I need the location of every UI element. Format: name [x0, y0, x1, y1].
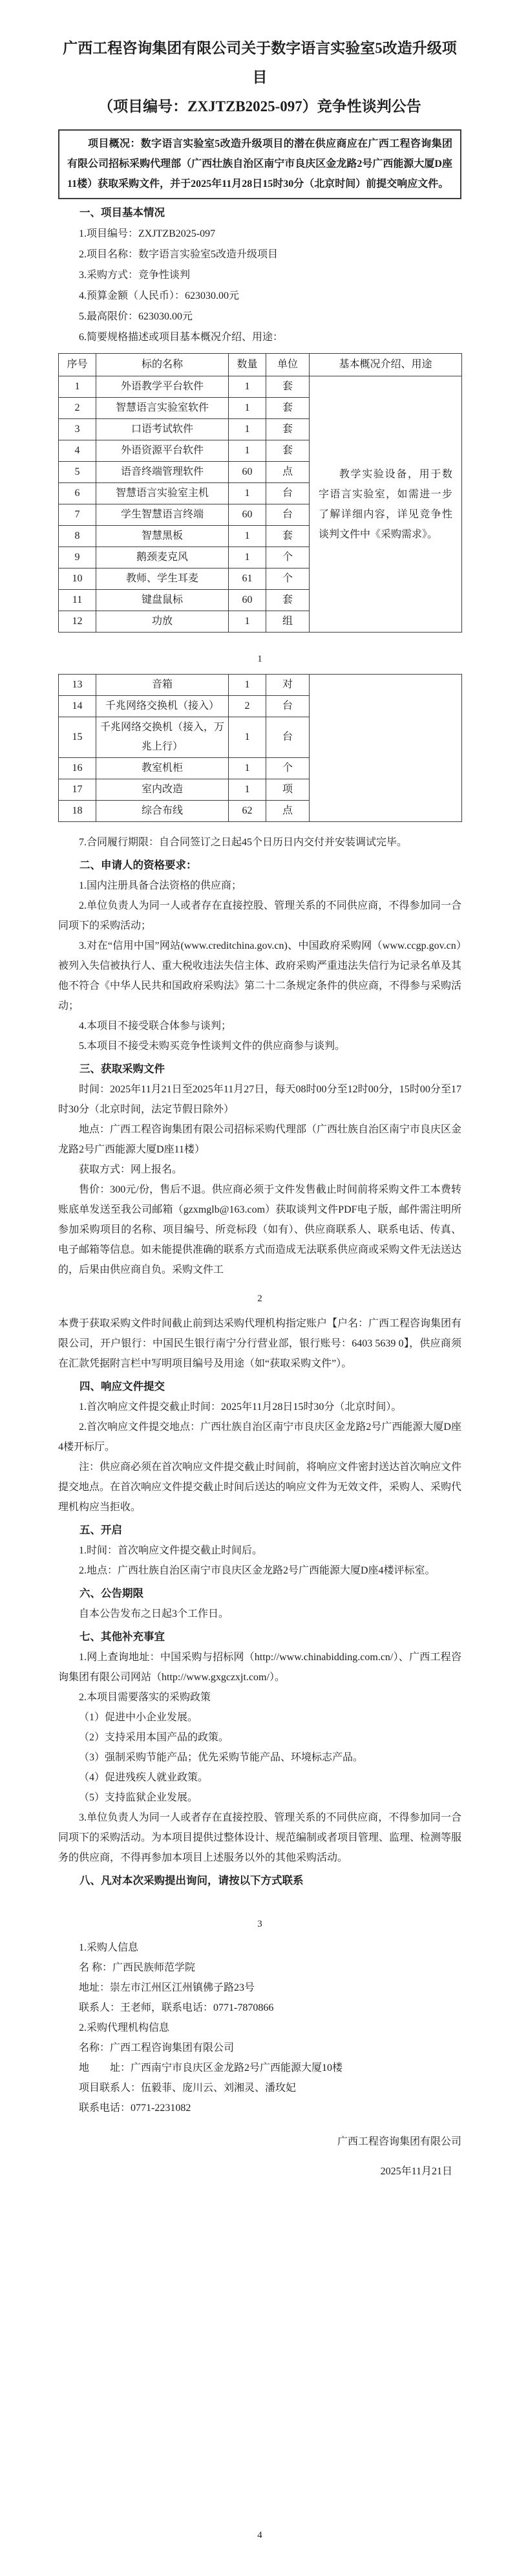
table-cell: 套 — [266, 590, 310, 611]
table-cell: 外语教学平台软件 — [96, 376, 229, 398]
table-cell: 智慧语言实验室主机 — [96, 483, 229, 504]
table-cell: 教师、学生耳麦 — [96, 568, 229, 590]
table-cell: 3 — [59, 419, 96, 440]
table-cell: 2 — [59, 398, 96, 419]
paragraph: 联系电话：0771-2231082 — [79, 2103, 191, 2114]
paragraph: 3.采购方式：竞争性谈判 — [79, 270, 191, 281]
section-heading-3: 三、获取采购文件 — [79, 1063, 165, 1075]
paragraph: 5.本项目不接受未购买竞争性谈判文件的供应商参与谈判。 — [79, 1041, 346, 1052]
table-cell: 台 — [266, 504, 310, 526]
paragraph: 地 址：广西南宁市良庆区金龙路2号广西能源大厦10楼 — [79, 2062, 343, 2073]
table-cell: 学生智慧语言终端 — [96, 504, 229, 526]
table-header-cell: 序号 — [59, 354, 96, 376]
table-cell: 千兆网络交换机（接入） — [96, 696, 229, 717]
paragraph: 自本公告发布之日起3个工作日。 — [79, 1608, 229, 1619]
page-number-3: 3 — [257, 1919, 262, 1929]
table-cell: 7 — [59, 504, 96, 526]
table-cell: 60 — [229, 462, 266, 483]
paragraph: （2）支持采用本国产品的政策。 — [79, 1732, 229, 1743]
table-cell: 套 — [266, 419, 310, 440]
paragraph: （4）促进残疾人就业政策。 — [79, 1772, 209, 1783]
paragraph: （5）支持监狱企业发展。 — [79, 1792, 198, 1803]
paragraph: 1.时间：首次响应文件提交截止时间后。 — [79, 1545, 263, 1556]
paragraph: 名 称：广西民族师范学院 — [79, 1962, 196, 1973]
table-cell: 1 — [229, 440, 266, 462]
table-cell: 点 — [266, 801, 310, 822]
table-cell: 1 — [229, 547, 266, 568]
table-cell: 4 — [59, 440, 96, 462]
table-cell: 台 — [266, 483, 310, 504]
table-cell: 外语资源平台软件 — [96, 440, 229, 462]
table-header-cell: 标的名称 — [96, 354, 229, 376]
paragraph: 联系人：王老师，联系电话：0771-7870866 — [79, 2002, 274, 2013]
signature-block — [58, 2127, 461, 2187]
table-cell: 个 — [266, 568, 310, 590]
table-cell: 台 — [266, 717, 310, 758]
table-cell: 对 — [266, 675, 310, 696]
doc-title-line2: （项目编号：ZXJTZB2025-097）竞争性谈判公告 — [98, 98, 421, 114]
section-1-items — [58, 224, 461, 348]
section-heading-2: 二、申请人的资格要求： — [79, 860, 197, 871]
section-4-items — [58, 1397, 461, 1517]
table-cell: 个 — [266, 547, 310, 568]
table-cell: 套 — [266, 376, 310, 398]
paragraph: 1.网上查询地址：中国采购与招标网（http://www.chinabidding.com.cn/）、广西工程咨询集团有限公司网站（http://www.gxgczxjt.com/）。 — [58, 1652, 461, 1683]
doc-title-line1: 广西工程咨询集团有限公司关于数字语言实验室5改造升级项目 — [63, 40, 457, 85]
table-cell: 61 — [229, 568, 266, 590]
table-cell: 1 — [229, 758, 266, 779]
paragraph: 2.单位负责人为同一人或者存在直接控股、管理关系的不同供应商，不得参加同一合同项下的采购活动； — [58, 900, 461, 931]
table-cell: 8 — [59, 526, 96, 547]
table-cell: 智慧语言实验室软件 — [96, 398, 229, 419]
table-cell: 功放 — [96, 611, 229, 633]
table-cell: 智慧黑板 — [96, 526, 229, 547]
section-2-items — [58, 876, 461, 1056]
paragraph: 1.项目编号：ZXJTZB2025-097 — [79, 228, 216, 239]
table-cell: 15 — [59, 717, 96, 758]
table-cell: 键盘鼠标 — [96, 590, 229, 611]
table-cell: 语音终端管理软件 — [96, 462, 229, 483]
table-cell: 综合布线 — [96, 801, 229, 822]
table-header-cell: 单位 — [266, 354, 310, 376]
table-cell: 台 — [266, 696, 310, 717]
items-table-part1 — [58, 353, 462, 633]
paragraph: 获取方式：网上报名。 — [79, 1164, 183, 1175]
blank-space — [58, 2187, 461, 2509]
paragraph: 售价：300元/份，售后不退。供应商必须于文件发售截止时间前将采购文件工本费转账底单发送至我公司邮箱（gzxmglb@163.com）获取谈判文件PDF电子版，邮件需注明所参加采购项目的名称、项目编号、所竞标段（如有）、供应商联系人、联系电话、传真、电子邮箱等信息。如未能提供准确的联系方式而造成无法联系供应商或采购文件无法送达的，后果由供应商自负。采购文件工 — [58, 1184, 462, 1275]
section-7-items — [58, 1647, 461, 1868]
paragraph: 地址：崇左市江州区江州镇佛子路23号 — [79, 1982, 255, 1993]
table-cell: 14 — [59, 696, 96, 717]
page-number-1: 1 — [257, 654, 262, 664]
paragraph: 4.本项目不接受联合体参与谈判； — [79, 1021, 232, 1032]
table-cell: 项 — [266, 779, 310, 801]
table-cell: 音箱 — [96, 675, 229, 696]
section-heading-1: 一、项目基本情况 — [79, 207, 165, 219]
paragraph: 4.预算金额（人民币）：623030.00元 — [79, 290, 240, 301]
table-cell: 鹅颈麦克风 — [96, 547, 229, 568]
table-cell: 套 — [266, 398, 310, 419]
table-cell: 1 — [229, 483, 266, 504]
table-cell: 2 — [229, 696, 266, 717]
section-heading-4: 四、响应文件提交 — [79, 1381, 165, 1392]
paragraph: 项目联系人：伍毅菲、庞川云、刘湘灵、潘玫妃 — [79, 2083, 297, 2094]
section-heading-8: 八、凡对本次采购提出询问，请按以下方式联系 — [79, 1875, 304, 1887]
table-header-cell: 数量 — [229, 354, 266, 376]
paragraph: （3）强制采购节能产品；优先采购节能产品、环境标志产品。 — [79, 1752, 364, 1763]
paragraph: 2.项目名称：数字语言实验室5改造升级项目 — [79, 249, 279, 260]
paragraph: 注：供应商必须在首次响应文件提交截止时间前，将响应文件密封送达首次响应文件提交地点。在首次响应文件提交截止时间后送达的响应文件为无效文件，采购人、采购代理机构应当拒收。 — [58, 1462, 462, 1513]
table-cell: 17 — [59, 779, 96, 801]
paragraph: 名称：广西工程咨询集团有限公司 — [79, 2042, 235, 2053]
table-cell: 60 — [229, 504, 266, 526]
table-cell: 1 — [229, 526, 266, 547]
table-cell: 室内改造 — [96, 779, 229, 801]
table-cell: 13 — [59, 675, 96, 696]
table-row — [59, 675, 462, 696]
section-heading-7: 七、其他补充事宜 — [79, 1631, 165, 1643]
table-merged-note-cell — [310, 675, 462, 822]
table-merged-note-cell: 教学实验设备，用于数字语言实验室，如需进一步了解详细内容，详见竞争性谈判文件中《采购需求》。 — [310, 376, 462, 633]
overview-box: 项目概况：数字语言实验室5改造升级项目的潜在供应商应在广西工程咨询集团有限公司招标采购代理部（广西壮族自治区南宁市良庆区金龙路2号广西能源大厦D座11楼）获取采购文件，并于2025年11月28日15时30分（北京时间）前提交响应文件。 — [58, 129, 461, 199]
table-cell: 1 — [59, 376, 96, 398]
signature-company: 广西工程咨询集团有限公司 — [337, 2136, 461, 2147]
table-cell: 教室机柜 — [96, 758, 229, 779]
table-cell: 组 — [266, 611, 310, 633]
paragraph: 地点：广西工程咨询集团有限公司招标采购代理部（广西壮族自治区南宁市良庆区金龙路2号广西能源大厦D座11楼） — [58, 1124, 462, 1155]
table-cell: 口语考试软件 — [96, 419, 229, 440]
paragraph: 1.国内注册具备合法资格的供应商； — [79, 880, 242, 891]
table-cell: 11 — [59, 590, 96, 611]
paragraph: 1.首次响应文件提交截止时间：2025年11月28日15时30分（北京时间）。 — [79, 1402, 402, 1412]
table-header-row — [59, 354, 462, 376]
table-cell: 62 — [229, 801, 266, 822]
page-number-4: 4 — [257, 2530, 262, 2540]
table-cell: 60 — [229, 590, 266, 611]
table-cell: 18 — [59, 801, 96, 822]
section-8-items — [58, 1938, 461, 2118]
table-cell: 1 — [229, 779, 266, 801]
section-heading-5: 五、开启 — [79, 1524, 122, 1536]
paragraph: 2.采购代理机构信息 — [79, 2022, 170, 2033]
items-table-part2 — [58, 674, 462, 822]
paragraph: 6.简要规格描述或项目基本概况介绍、用途： — [79, 332, 284, 343]
section-heading-6: 六、公告期限 — [79, 1588, 143, 1599]
table-cell: 12 — [59, 611, 96, 633]
paragraph: 时间：2025年11月21日至2025年11月27日，每天08时00分至12时00分，15时00分至17时30分（北京时间，法定节假日除外） — [58, 1084, 461, 1115]
table-cell: 6 — [59, 483, 96, 504]
paragraph: 1.采购人信息 — [79, 1942, 139, 1953]
section-3-items — [58, 1079, 461, 1280]
section-6-items — [58, 1604, 461, 1624]
table-cell: 1 — [229, 376, 266, 398]
signature-date: 2025年11月21日 — [380, 2166, 452, 2177]
table-cell: 1 — [229, 717, 266, 758]
paragraph: 2.本项目需要落实的采购政策 — [79, 1692, 211, 1703]
paragraph: 5.最高限价：623030.00元 — [79, 311, 193, 322]
table-cell: 5 — [59, 462, 96, 483]
table-cell: 1 — [229, 675, 266, 696]
paragraph: 3.单位负责人为同一人或者存在直接控股、管理关系的不同供应商，不得参加同一合同项下的采购活动。为本项目提供过整体设计、规范编制或者项目管理、监理、检测等服务的供应商，不得再参加本项目上述服务以外的其他采购活动。 — [58, 1812, 462, 1863]
table-cell: 千兆网络交换机（接入，万兆上行） — [96, 717, 229, 758]
table-cell: 点 — [266, 462, 310, 483]
paragraph: 2.地点：广西壮族自治区南宁市良庆区金龙路2号广西能源大厦D座4楼评标室。 — [79, 1565, 436, 1576]
table-cell: 1 — [229, 398, 266, 419]
table-cell: 套 — [266, 526, 310, 547]
table-row — [59, 376, 462, 398]
page-number-2: 2 — [257, 1293, 262, 1304]
table-cell: 1 — [229, 419, 266, 440]
paragraph: 3.对在“信用中国”网站(www.creditchina.gov.cn)、中国政府采购网（www.ccgp.gov.cn）被列入失信被执行人、重大税收违法失信主体、政府采购严重违法失信行为记录名单及其他不符合《中华人民共和国政府采购法》第二十二条规定条件的供应商，不得参与采购活动； — [58, 940, 462, 1012]
paragraph: 2.首次响应文件提交地点：广西壮族自治区南宁市良庆区金龙路2号广西能源大厦D座4楼开标厅。 — [58, 1422, 461, 1453]
table-cell: 9 — [59, 547, 96, 568]
table-header-cell: 基本概况介绍、用途 — [310, 354, 462, 376]
table-cell: 16 — [59, 758, 96, 779]
table-cell: 套 — [266, 440, 310, 462]
paragraph-contract-term: 7.合同履行期限：自合同签订之日起45个日历日内交付并安装调试完毕。 — [79, 837, 408, 848]
paragraph-price-continued: 本费于获取采购文件时间截止前到达采购代理机构指定账户【户名：广西工程咨询集团有限公司，开户银行：中国民生银行南宁分行营业部，银行账号：6403 5639 0】，供应商须在汇款凭据附言栏中写明项目编号及用途（如“获取采购文件”）。 — [58, 1318, 462, 1369]
table-cell: 个 — [266, 758, 310, 779]
table-cell: 1 — [229, 611, 266, 633]
table-cell: 10 — [59, 568, 96, 590]
section-5-items — [58, 1541, 461, 1581]
paragraph: （1）促进中小企业发展。 — [79, 1712, 198, 1723]
